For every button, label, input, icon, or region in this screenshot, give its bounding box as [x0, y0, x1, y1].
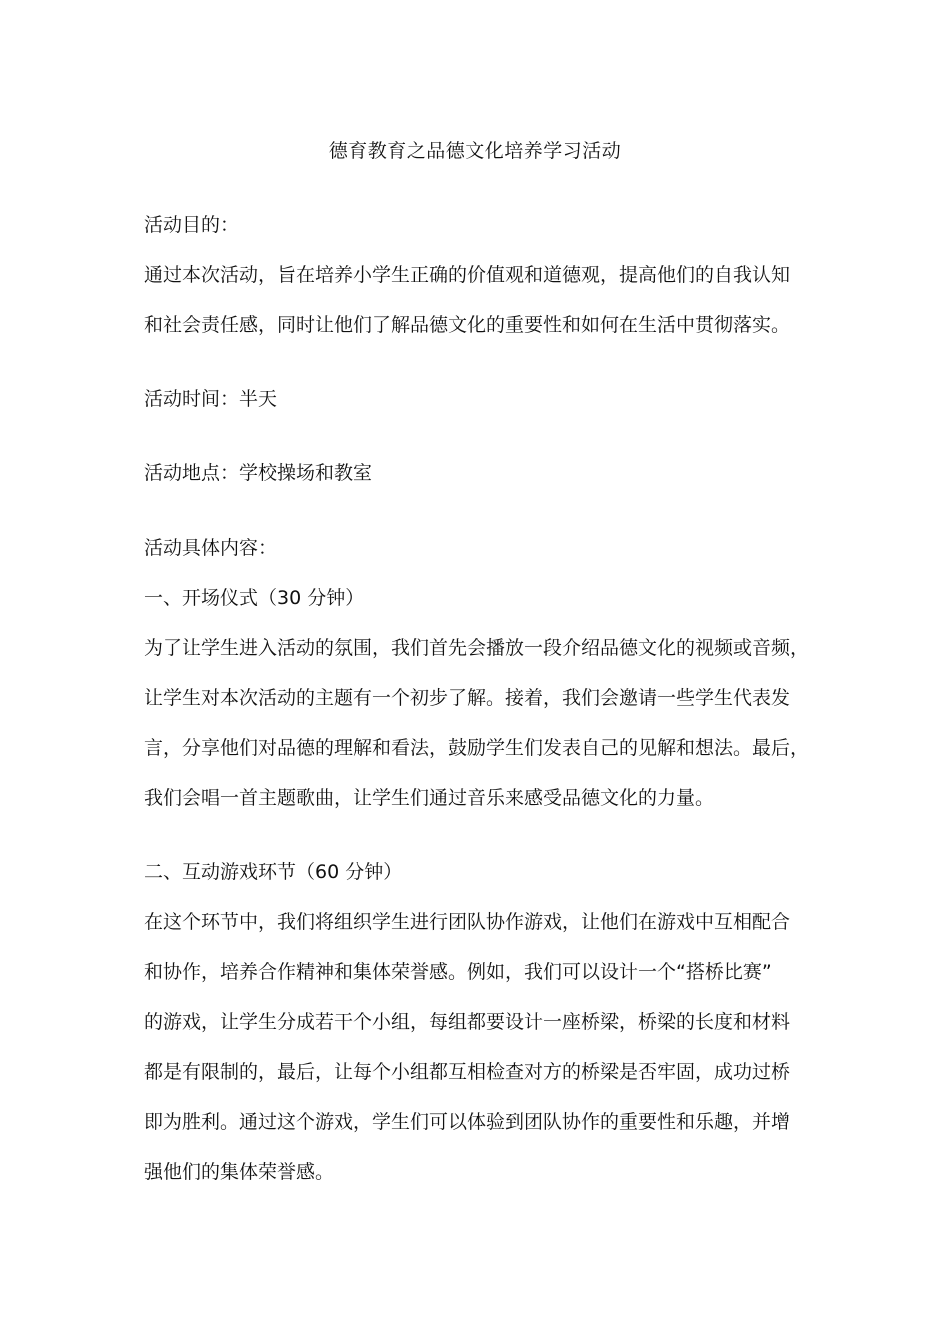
section2-text-line: 在这个环节中，我们将组织学生进行团队协作游戏，让他们在游戏中互相配合	[144, 911, 791, 933]
purpose-heading: 活动目的：	[144, 214, 240, 236]
section2-text-line: 即为胜利。通过这个游戏，学生们可以体验到团队协作的重要性和乐趣，并增	[144, 1111, 791, 1133]
section2-text-line: 强他们的集体荣誉感。	[144, 1161, 335, 1183]
purpose-text-line: 通过本次活动，旨在培养小学生正确的价值观和道德观，提高他们的自我认知	[144, 264, 791, 286]
document-title: 德育教育之品德文化培养学习活动	[328, 140, 622, 162]
section2-heading: 二、互动游戏环节（60 分钟）	[144, 861, 403, 883]
section1-text-line: 我们会唱一首主题歌曲，让学生们通过音乐来感受品德文化的力量。	[144, 787, 715, 809]
section1-heading: 一、开场仪式（30 分钟）	[144, 587, 365, 609]
section1-text-line: 让学生对本次活动的主题有一个初步了解。接着，我们会邀请一些学生代表发	[144, 687, 791, 709]
activity-time: 活动时间：半天	[144, 388, 278, 410]
section2-text-line: 都是有限制的，最后，让每个小组都互相检查对方的桥梁是否牢固，成功过桥	[144, 1061, 791, 1083]
activity-location: 活动地点：学校操场和教室	[144, 462, 373, 484]
section2-text-line: 的游戏，让学生分成若干个小组，每组都要设计一座桥梁，桥梁的长度和材料	[144, 1011, 791, 1033]
section2-text-line: 和协作，培养合作精神和集体荣誉感。例如，我们可以设计一个“搭桥比赛”	[144, 961, 772, 983]
purpose-text-line: 和社会责任感，同时让他们了解品德文化的重要性和如何在生活中贯彻落实。	[144, 314, 791, 336]
section1-text-line: 为了让学生进入活动的氛围，我们首先会播放一段介绍品德文化的视频或音频，	[144, 637, 810, 659]
content-heading: 活动具体内容：	[144, 537, 278, 559]
section1-text-line: 言，分享他们对品德的理解和看法，鼓励学生们发表自己的见解和想法。最后，	[144, 737, 810, 759]
